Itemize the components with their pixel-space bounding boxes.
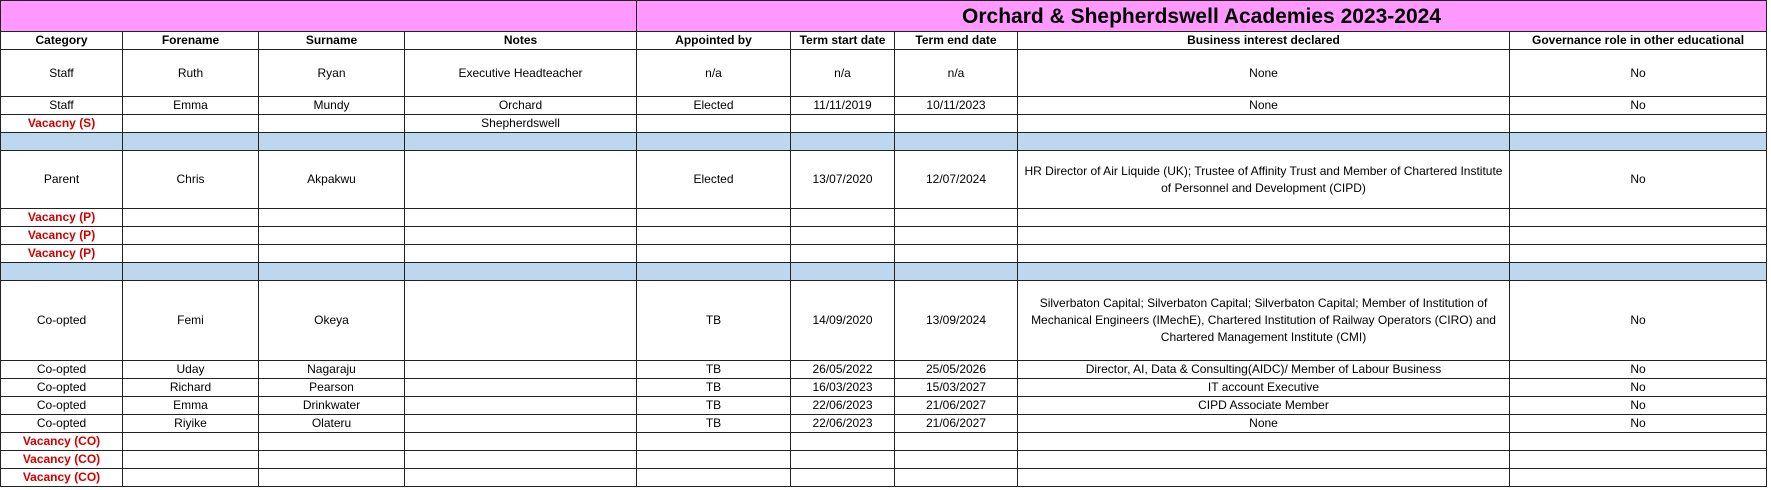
cell-term-end[interactable]: 10/11/2023 [895,97,1018,115]
cell-business-interest[interactable] [1018,263,1510,281]
table-row [1,281,1767,361]
table-row [1,433,1767,451]
cell-appointed-by[interactable]: TB [637,379,791,397]
cell-forename[interactable]: Richard [123,379,259,397]
cell-appointed-by[interactable] [637,227,791,245]
cell-term-end[interactable]: 21/06/2027 [895,415,1018,433]
cell-term-end[interactable] [895,245,1018,263]
cell-business-interest[interactable]: Silverbaton Capital; Silverbaton Capital; Silverbaton Capital; Member of Institution of Mechanical Engineers (IMechE), Chartered Institution of Railway Operators (CIRO) and Chartered Management Institute (CMI) [1018,281,1510,361]
cell-term-start[interactable]: 26/05/2022 [791,361,895,379]
cell-governance-role[interactable]: No [1510,151,1767,209]
cell-forename[interactable]: Chris [123,151,259,209]
cell-governance-role[interactable] [1510,433,1767,451]
table-row [1,245,1767,263]
table-row [1,451,1767,469]
cell-term-end[interactable]: 21/06/2027 [895,397,1018,415]
cell-category[interactable]: Staff [1,97,123,115]
cell-category[interactable]: Co-opted [1,379,123,397]
cell-governance-role[interactable] [1510,451,1767,469]
cell-governance-role[interactable] [1510,227,1767,245]
cell-appointed-by[interactable]: TB [637,415,791,433]
cell-governance-role[interactable] [1510,209,1767,227]
table-row [1,50,1767,97]
cell-business-interest[interactable] [1018,469,1510,487]
cell-term-end[interactable] [895,451,1018,469]
cell-notes[interactable] [405,227,637,245]
cell-governance-role[interactable]: No [1510,415,1767,433]
cell-category[interactable]: Vacancy (CO) [1,451,123,469]
cell-governance-role[interactable] [1510,245,1767,263]
separator-row [1,263,1767,281]
cell-term-start[interactable] [791,209,895,227]
cell-surname[interactable] [259,245,405,263]
cell-notes[interactable]: Shepherdswell [405,115,637,133]
cell-surname[interactable] [259,469,405,487]
cell-appointed-by[interactable] [637,245,791,263]
cell-notes[interactable] [405,245,637,263]
cell-notes[interactable] [405,451,637,469]
cell-surname[interactable]: Okeya [259,281,405,361]
column-header-term-start[interactable]: Term start date [791,32,895,50]
cell-term-start[interactable] [791,433,895,451]
column-header-term-end[interactable]: Term end date [895,32,1018,50]
cell-term-end[interactable] [895,133,1018,151]
cell-forename[interactable] [123,451,259,469]
cell-business-interest[interactable]: None [1018,415,1510,433]
cell-term-end[interactable]: 12/07/2024 [895,151,1018,209]
cell-governance-role[interactable] [1510,133,1767,151]
cell-category[interactable]: Staff [1,50,123,97]
cell-term-start[interactable]: 22/06/2023 [791,415,895,433]
cell-category[interactable]: Parent [1,151,123,209]
cell-term-start[interactable]: 22/06/2023 [791,397,895,415]
cell-surname[interactable] [259,209,405,227]
cell-forename[interactable] [123,245,259,263]
cell-forename[interactable] [123,263,259,281]
cell-term-start[interactable]: n/a [791,50,895,97]
cell-appointed-by[interactable] [637,133,791,151]
column-header-forename[interactable]: Forename [123,32,259,50]
cell-term-end[interactable]: 15/03/2027 [895,379,1018,397]
cell-term-start[interactable] [791,263,895,281]
cell-forename[interactable]: Femi [123,281,259,361]
cell-notes[interactable] [405,133,637,151]
cell-term-end[interactable]: 13/09/2024 [895,281,1018,361]
cell-governance-role[interactable] [1510,263,1767,281]
cell-appointed-by[interactable] [637,433,791,451]
cell-forename[interactable]: Ruth [123,50,259,97]
cell-term-start[interactable] [791,227,895,245]
cell-governance-role[interactable]: No [1510,97,1767,115]
cell-business-interest[interactable]: None [1018,97,1510,115]
cell-term-end[interactable] [895,209,1018,227]
cell-term-end[interactable]: 25/05/2026 [895,361,1018,379]
cell-category[interactable]: Co-opted [1,361,123,379]
title-spacer-cell[interactable] [1,1,637,32]
column-header-category[interactable]: Category [1,32,123,50]
cell-term-start[interactable] [791,451,895,469]
header-row [1,32,1767,50]
cell-category[interactable]: Vacancy (P) [1,209,123,227]
cell-category[interactable] [1,133,123,151]
cell-forename[interactable]: Uday [123,361,259,379]
cell-appointed-by[interactable]: TB [637,361,791,379]
table-row [1,209,1767,227]
cell-governance-role[interactable]: No [1510,397,1767,415]
cell-surname[interactable] [259,433,405,451]
cell-business-interest[interactable]: CIPD Associate Member [1018,397,1510,415]
cell-business-interest[interactable] [1018,115,1510,133]
page-title[interactable]: Orchard & Shepherdswell Academies 2023-2024 [637,1,1767,32]
cell-forename[interactable]: Riyike [123,415,259,433]
cell-business-interest[interactable] [1018,209,1510,227]
cell-category[interactable] [1,263,123,281]
cell-term-start[interactable]: 16/03/2023 [791,379,895,397]
cell-forename[interactable]: Emma [123,397,259,415]
cell-appointed-by[interactable] [637,451,791,469]
cell-surname[interactable]: Mundy [259,97,405,115]
cell-surname[interactable]: Akpakwu [259,151,405,209]
cell-business-interest[interactable] [1018,433,1510,451]
cell-term-start[interactable]: 14/09/2020 [791,281,895,361]
column-header-governance-role[interactable]: Governance role in other educational [1510,32,1767,50]
cell-business-interest[interactable] [1018,227,1510,245]
cell-forename[interactable] [123,469,259,487]
cell-appointed-by[interactable] [637,209,791,227]
cell-notes[interactable] [405,209,637,227]
cell-forename[interactable] [123,433,259,451]
cell-term-end[interactable] [895,263,1018,281]
cell-governance-role[interactable]: No [1510,361,1767,379]
cell-term-end[interactable] [895,469,1018,487]
cell-surname[interactable]: Drinkwater [259,397,405,415]
cell-forename[interactable]: Emma [123,97,259,115]
cell-category[interactable]: Vacancy (P) [1,245,123,263]
cell-appointed-by[interactable]: Elected [637,97,791,115]
table-row [1,415,1767,433]
cell-surname[interactable] [259,133,405,151]
cell-category[interactable]: Co-opted [1,415,123,433]
cell-notes[interactable] [405,379,637,397]
cell-appointed-by[interactable]: Elected [637,151,791,209]
cell-forename[interactable] [123,133,259,151]
table-row [1,115,1767,133]
cell-business-interest[interactable] [1018,133,1510,151]
table-row [1,227,1767,245]
cell-category[interactable]: Vacancy (CO) [1,433,123,451]
cell-surname[interactable]: Nagaraju [259,361,405,379]
cell-notes[interactable] [405,469,637,487]
cell-business-interest[interactable]: IT account Executive [1018,379,1510,397]
cell-term-start[interactable]: 13/07/2020 [791,151,895,209]
cell-surname[interactable]: Pearson [259,379,405,397]
cell-term-end[interactable] [895,227,1018,245]
column-header-surname[interactable]: Surname [259,32,405,50]
cell-category[interactable]: Vacancy (P) [1,227,123,245]
cell-surname[interactable] [259,263,405,281]
cell-term-end[interactable]: n/a [895,50,1018,97]
cell-governance-role[interactable]: No [1510,379,1767,397]
cell-term-start[interactable] [791,133,895,151]
cell-notes[interactable] [405,415,637,433]
cell-category[interactable]: Co-opted [1,281,123,361]
cell-appointed-by[interactable]: n/a [637,50,791,97]
cell-surname[interactable] [259,115,405,133]
cell-appointed-by[interactable] [637,469,791,487]
cell-surname[interactable] [259,227,405,245]
cell-business-interest[interactable]: Director, AI, Data & Consulting(AIDC)/ Member of Labour Business [1018,361,1510,379]
cell-notes[interactable] [405,281,637,361]
cell-category[interactable]: Co-opted [1,397,123,415]
cell-appointed-by[interactable] [637,263,791,281]
cell-term-start[interactable] [791,469,895,487]
cell-term-end[interactable] [895,433,1018,451]
cell-category[interactable]: Vacacny (S) [1,115,123,133]
table-row [1,97,1767,115]
cell-term-start[interactable] [791,115,895,133]
cell-business-interest[interactable] [1018,245,1510,263]
cell-business-interest[interactable]: HR Director of Air Liquide (UK); Trustee of Affinity Trust and Member of Chartered Institute of Personnel and Development (CIPD) [1018,151,1510,209]
cell-notes[interactable] [405,433,637,451]
cell-governance-role[interactable] [1510,469,1767,487]
cell-governance-role[interactable] [1510,115,1767,133]
cell-surname[interactable]: Ryan [259,50,405,97]
cell-notes[interactable] [405,397,637,415]
cell-term-start[interactable] [791,245,895,263]
cell-surname[interactable]: Olateru [259,415,405,433]
cell-governance-role[interactable]: No [1510,281,1767,361]
cell-notes[interactable]: Executive Headteacher [405,50,637,97]
cell-forename[interactable] [123,209,259,227]
cell-notes[interactable]: Orchard [405,97,637,115]
cell-forename[interactable] [123,227,259,245]
table-row [1,469,1767,487]
cell-notes[interactable] [405,361,637,379]
table-row [1,151,1767,209]
cell-surname[interactable] [259,451,405,469]
column-header-appointed-by[interactable]: Appointed by [637,32,791,50]
cell-appointed-by[interactable] [637,115,791,133]
cell-forename[interactable] [123,115,259,133]
cell-term-end[interactable] [895,115,1018,133]
column-header-notes[interactable]: Notes [405,32,637,50]
cell-term-start[interactable]: 11/11/2019 [791,97,895,115]
separator-row [1,133,1767,151]
cell-governance-role[interactable]: No [1510,50,1767,97]
cell-business-interest[interactable] [1018,451,1510,469]
table-row [1,361,1767,379]
cell-notes[interactable] [405,151,637,209]
cell-appointed-by[interactable]: TB [637,397,791,415]
column-header-business-interest[interactable]: Business interest declared [1018,32,1510,50]
table-row [1,379,1767,397]
cell-notes[interactable] [405,263,637,281]
cell-appointed-by[interactable]: TB [637,281,791,361]
cell-category[interactable]: Vacancy (CO) [1,469,123,487]
table-row [1,397,1767,415]
cell-business-interest[interactable]: None [1018,50,1510,97]
title-row [1,1,1767,32]
